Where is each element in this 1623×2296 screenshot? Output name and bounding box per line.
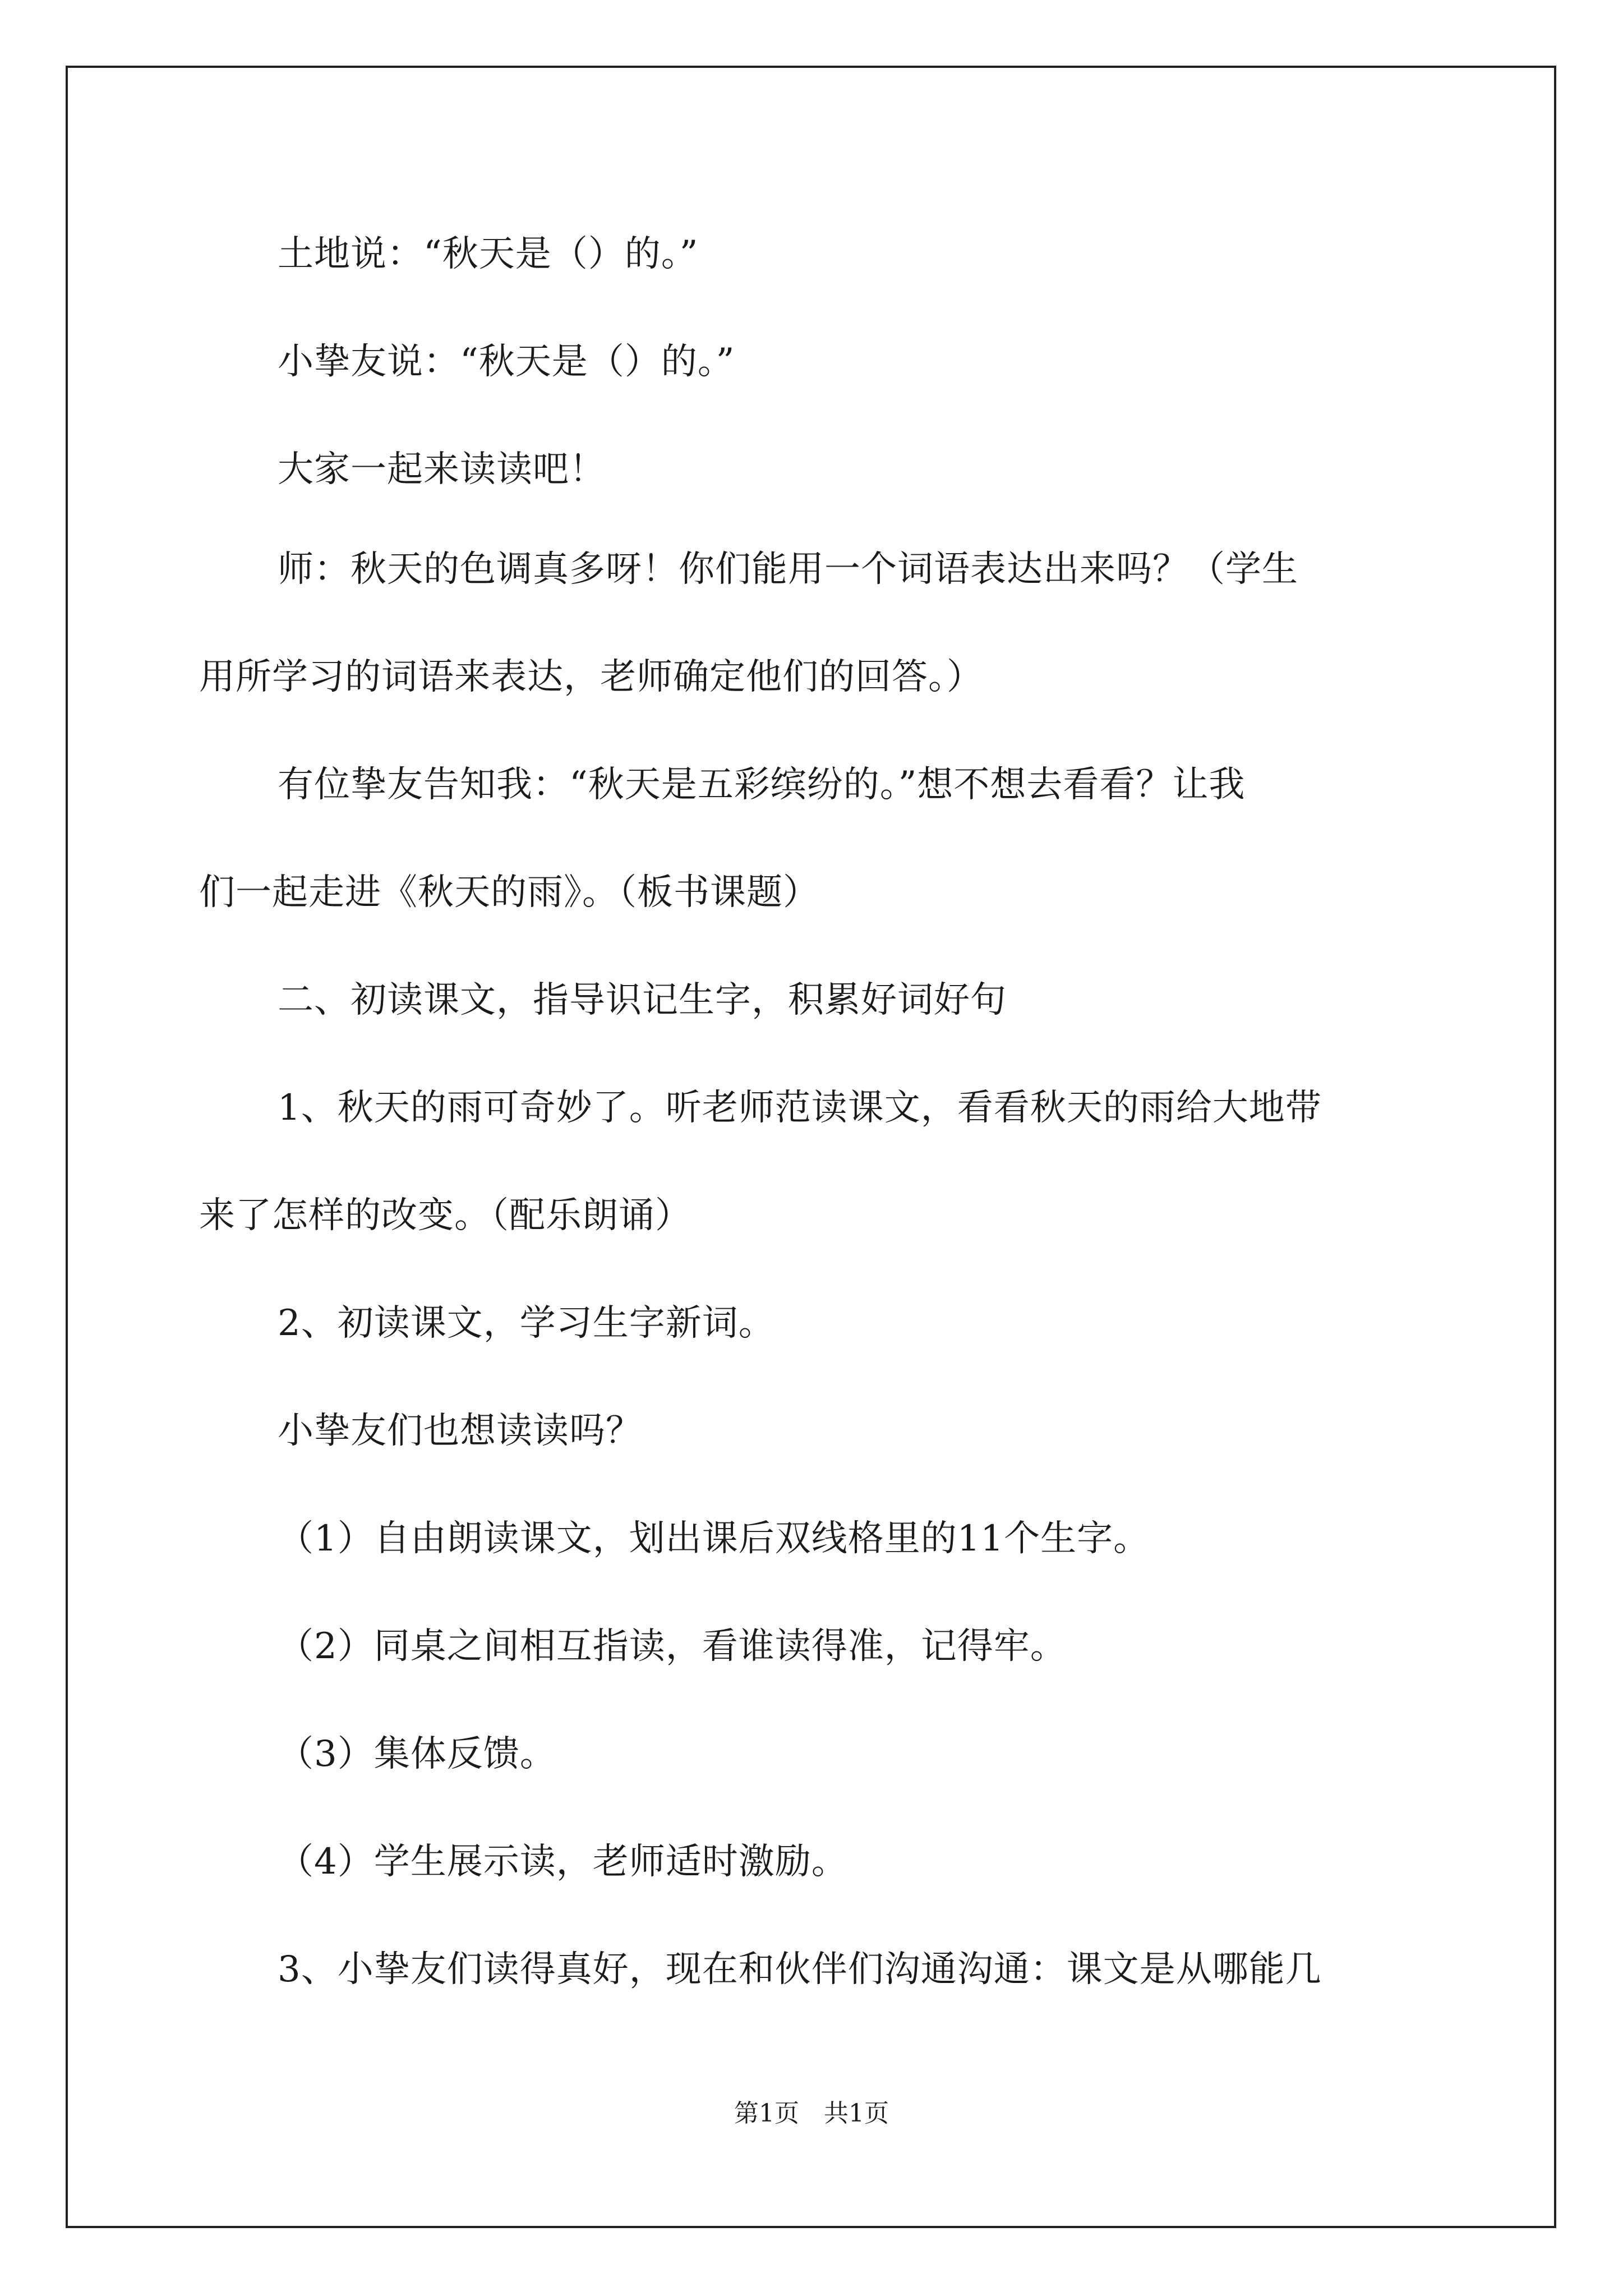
section-heading: 二、初读课文，指导识记生字，积累好词好句 bbox=[278, 979, 1007, 1021]
list-item: （2）同桌之间相互指读，看谁读得准，记得牢。 bbox=[278, 1626, 1067, 1667]
list-item: （1）自由朗读课文，划出课后双线格里的11个生字。 bbox=[278, 1518, 1150, 1559]
paragraph-line: 小挚友说：“秋天是（）的。” bbox=[278, 341, 735, 383]
paragraph-line: 3、小挚友们读得真好，现在和伙伴们沟通沟通：课文是从哪能几 bbox=[278, 1949, 1322, 1990]
paragraph-line: 2、初读课文，学习生字新词。 bbox=[278, 1303, 775, 1344]
paragraph-line: 师：秋天的色调真多呀！你们能用一个词语表达出来吗？（学生 bbox=[278, 549, 1298, 590]
list-item: （3）集体反馈。 bbox=[278, 1733, 556, 1775]
paragraph-line: 1、秋天的雨可奇妙了。听老师范读课文，看看秋天的雨给大地带 bbox=[278, 1087, 1322, 1129]
page-border bbox=[66, 66, 1556, 2228]
paragraph-line: 小挚友们也想读读吗？ bbox=[278, 1410, 642, 1452]
paragraph-line: 大家一起来读读吧！ bbox=[278, 449, 606, 490]
paragraph-line: 来了怎样的改变。（配乐朗诵） bbox=[199, 1195, 691, 1236]
paragraph-line: 有位挚友告知我：“秋天是五彩缤纷的。”想不想去看看？让我 bbox=[278, 764, 1246, 806]
paragraph-line: 土地说：“秋天是（）的。” bbox=[278, 233, 699, 275]
page-number: 第1页 共1页 bbox=[734, 2099, 889, 2128]
paragraph-line: 们一起走进《秋天的雨》。（板书课题） bbox=[199, 872, 819, 913]
paragraph-line: 用所学习的词语来表达，老师确定他们的回答。） bbox=[199, 656, 983, 698]
list-item: （4）学生展示读，老师适时激励。 bbox=[278, 1841, 848, 1883]
